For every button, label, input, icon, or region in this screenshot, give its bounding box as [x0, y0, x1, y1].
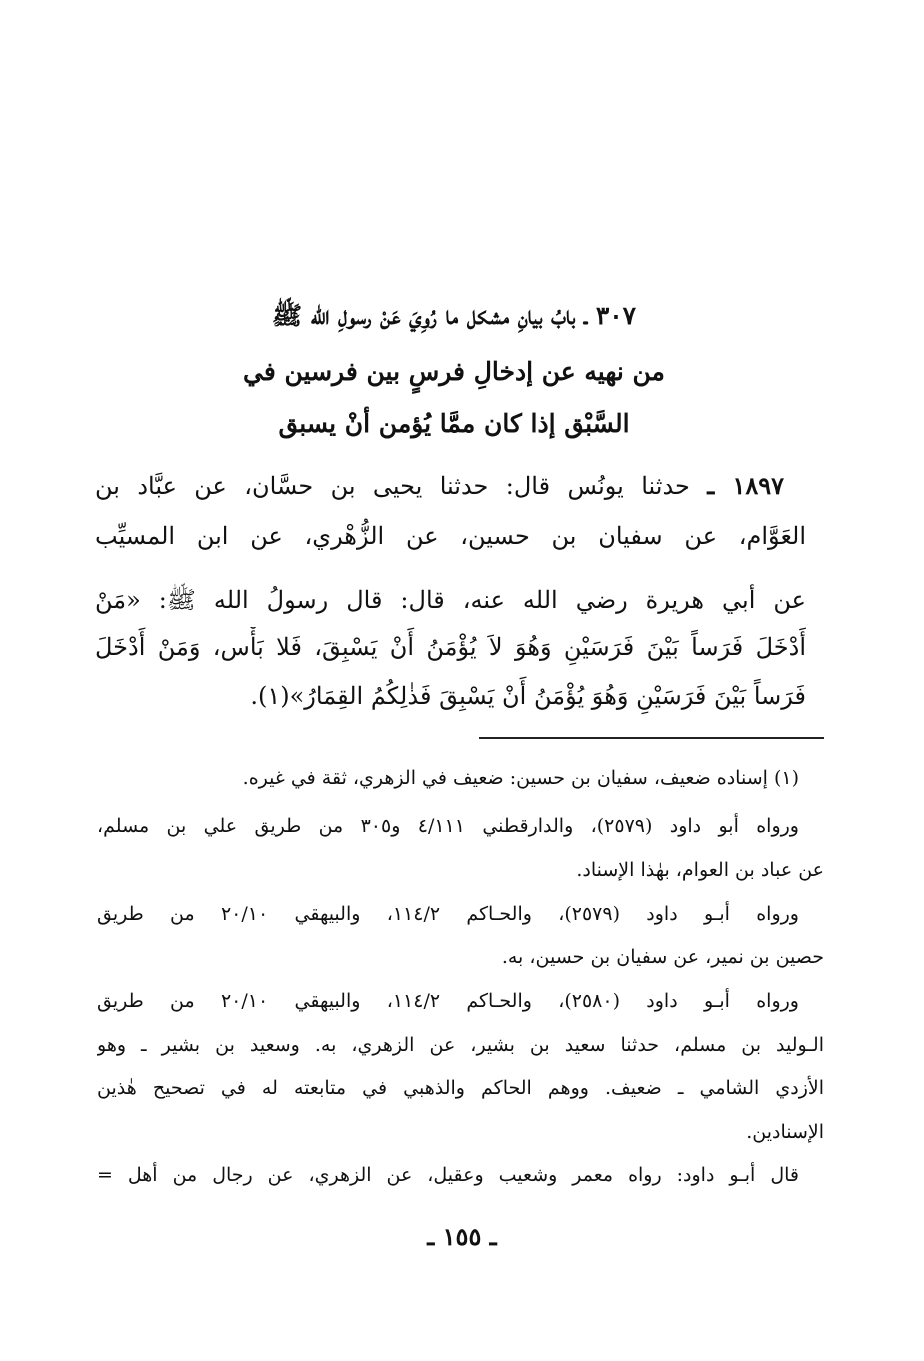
chapter-title-line-1: ٣٠٧ ـ بابُ بيانِ مشكل ما رُوِيَ عَنْ رسولِ الله ﷺ — [271, 301, 637, 330]
footnote-p4-line-4: الإسنادين. — [746, 1121, 824, 1143]
footnote-p3-line-2: حصين بن نمير، عن سفيان بن حسين، به. — [501, 946, 824, 968]
footnote-p2-line-2: عن عباد بن العوام، بهٰذا الإسناد. — [576, 859, 824, 881]
footnote-p2-line-1: ورواه أبو داود (٢٥٧٩)، والدارقطني ٤/١١١ و٣٠٥ من طريق علي بن مسلم، — [97, 815, 799, 837]
hadith-number: ١٨٩٧ ـ — [707, 471, 784, 500]
footnote-p5-line-1: قال أبـو داود: رواه معمر وشعيب وعقيل، عن الزهري، عن رجال من أهل = — [97, 1164, 799, 1186]
hadith-line-3: عن أبي هريرة رضي الله عنه، قال: قال رسولُ الله ﷺ: «مَنْ — [95, 586, 806, 614]
hadith-line-1 — [95, 466, 784, 506]
hadith-line-4: أَدْخَلَ فَرَساً بَيْنَ فَرَسَيْنِ وَهُوَ لاَ يُؤْمَنُ أَنْ يَسْبِقَ، فَلا بَأْس، وَمَنْ أَدْخَلَ — [95, 633, 806, 661]
hadith-line-5: فَرَساً بَيْنَ فَرَسَيْنِ وَهُوَ يُؤْمَنُ أَنْ يَسْبِقَ فَذٰلِكُمُ القِمَارُ»(١). — [250, 682, 806, 710]
footnote-p4-line-2: الـوليد بن مسلم، حدثنا سعيد بن بشير، عن الزهري، به. وسعيد بن بشير ـ وهو — [97, 1034, 824, 1056]
footnote-p3-line-1: ورواه أبـو داود (٢٥٧٩)، والحـاكم ١١٤/٢، والبيهقي ٢٠/١٠ من طريق — [97, 903, 799, 925]
footnote-separator — [479, 737, 824, 739]
footnote-p4-line-3: الأزدي الشامي ـ ضعيف. ووهم الحاكم والذهبي في متابعته له في تصحيح هٰذين — [97, 1077, 824, 1099]
hadith-line-2: العَوَّام، عن سفيان بن حسين، عن الزُّهْري، عن ابن المسيِّب — [95, 522, 806, 550]
chapter-title-line-3: السَّبْق إذا كان ممَّا يُؤمن أنْ يسبق — [278, 409, 630, 438]
chapter-title-line-2: من نهيه عن إدخالِ فرسٍ بين فرسين في — [243, 357, 665, 386]
footnote-p4-line-1: ورواه أبـو داود (٢٥٨٠)، والحـاكم ١١٤/٢، والبيهقي ٢٠/١٠ من طريق — [97, 990, 799, 1012]
page-number: ـ ١٥٥ ـ — [427, 1222, 497, 1251]
hadith-line-1-text: حدثنا يونُس قال: حدثنا يحيى بن حسَّان، عن عبَّاد بن — [95, 472, 690, 500]
footnote-1: (١) إسناده ضعيف، سفيان بن حسين: ضعيف في الزهري، ثقة في غيره. — [242, 767, 799, 789]
